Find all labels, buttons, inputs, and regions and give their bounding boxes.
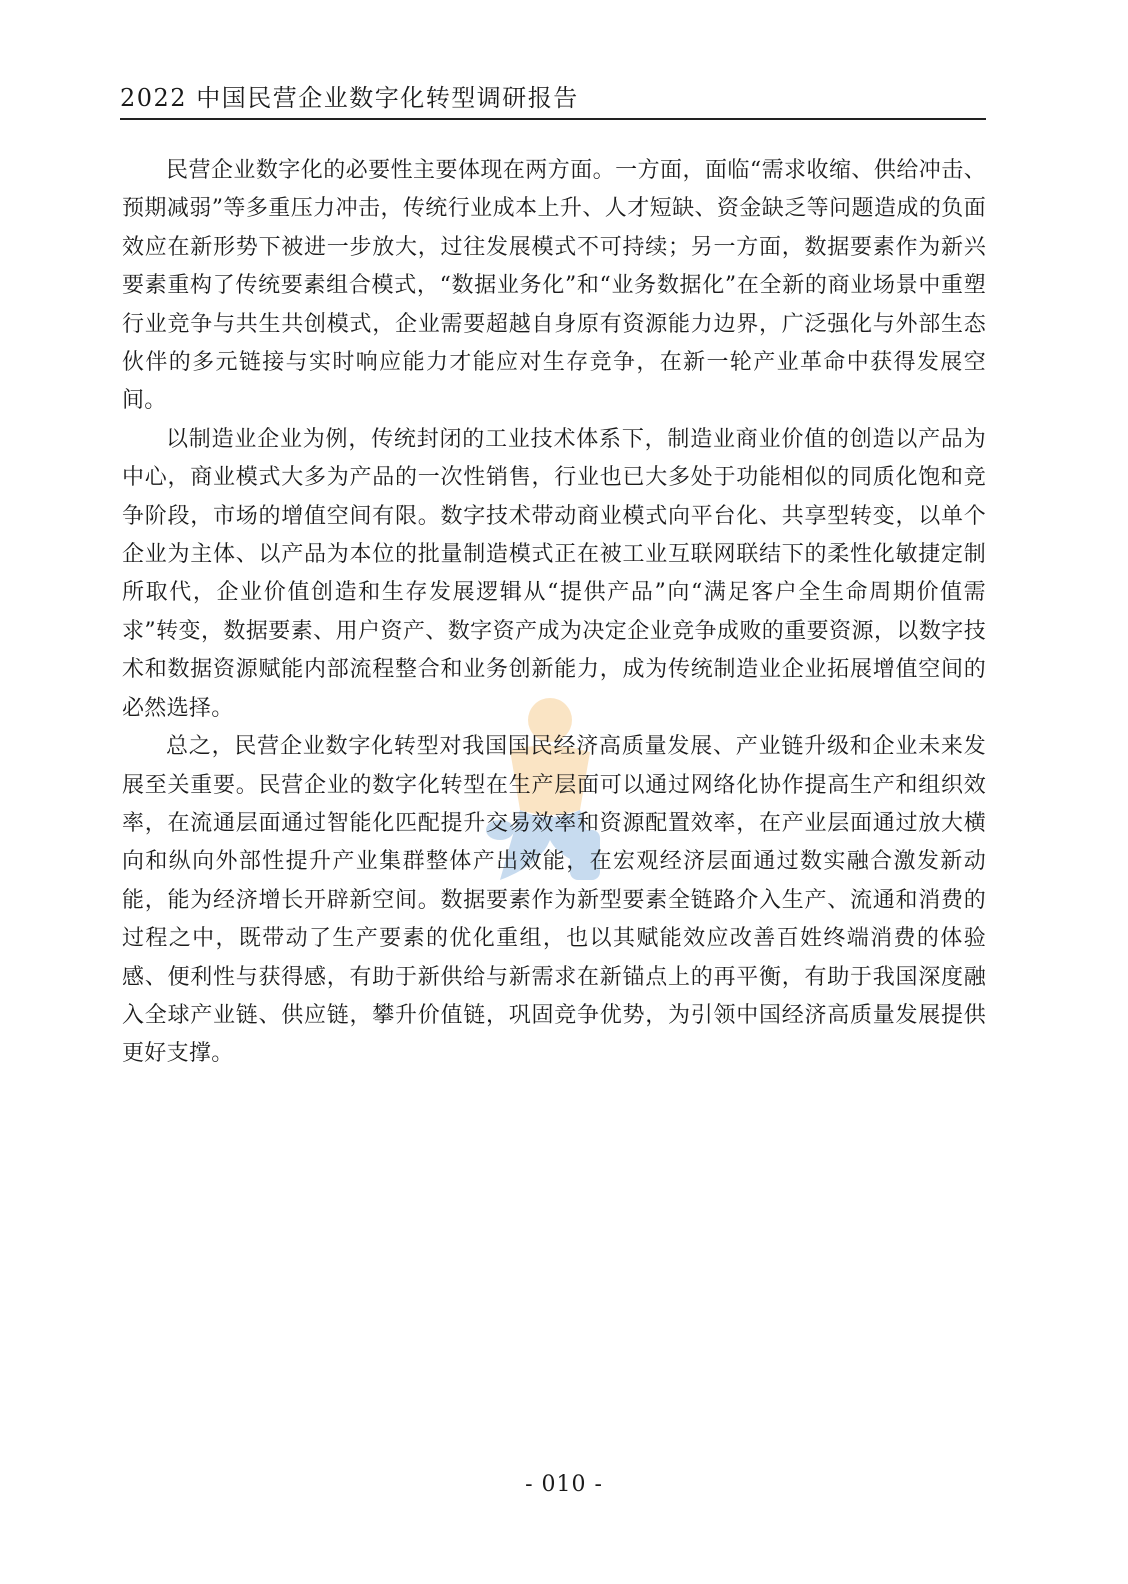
body-text — [122, 152, 986, 1074]
running-header-title: 2022 中国民营企业数字化转型调研报告 — [120, 84, 579, 112]
running-header — [120, 80, 986, 120]
paragraph: 总之，民营企业数字化转型对我国国民经济高质量发展、产业链升级和企业未来发展至关重要。民营企业的数字化转型在生产层面可以通过网络化协作提高生产和组织效率，在流通层面通过智能化匹配提升交易效率和资源配置效率，在产业层面通过放大横向和纵向外部性提升产业集群整体产出效能，在宏观经济层面通过数实融合激发新动能，能为经济增长开辟新空间。数据要素作为新型要素全链路介入生产、流通和消费的过程之中，既带动了生产要素的优化重组，也以其赋能效应改善百姓终端消费的体验感、便利性与获得感，有助于新供给与新需求在新锚点上的再平衡，有助于我国深度融入全球产业链、供应链，攀升价值链，巩固竞争优势，为引领中国经济高质量发展提供更好支撑。 — [122, 734, 986, 1067]
page-number: - 010 - — [525, 1472, 603, 1497]
paragraph: 民营企业数字化的必要性主要体现在两方面。一方面，面临“需求收缩、供给冲击、预期减弱”等多重压力冲击，传统行业成本上升、人才短缺、资金缺乏等问题造成的负面效应在新形势下被进一步放大，过往发展模式不可持续；另一方面，数据要素作为新兴要素重构了传统要素组合模式，“数据业务化”和“业务数据化”在全新的商业场景中重塑行业竞争与共生共创模式，企业需要超越自身原有资源能力边界，广泛强化与外部生态伙伴的多元链接与实时响应能力才能应对生存竞争，在新一轮产业革命中获得发展空间。 — [122, 158, 986, 414]
paragraph: 以制造业企业为例，传统封闭的工业技术体系下，制造业商业价值的创造以产品为中心，商业模式大多为产品的一次性销售，行业也已大多处于功能相似的同质化饱和竞争阶段，市场的增值空间有限。数字技术带动商业模式向平台化、共享型转变，以单个企业为主体、以产品为本位的批量制造模式正在被工业互联网联结下的柔性化敏捷定制所取代，企业价值创造和生存发展逻辑从“提供产品”向“满足客户全生命周期价值需求”转变，数据要素、用户资产、数字资产成为决定企业竞争成败的重要资源，以数字技术和数据资源赋能内部流程整合和业务创新能力，成为传统制造业企业拓展增值空间的必然选择。 — [122, 426, 986, 721]
